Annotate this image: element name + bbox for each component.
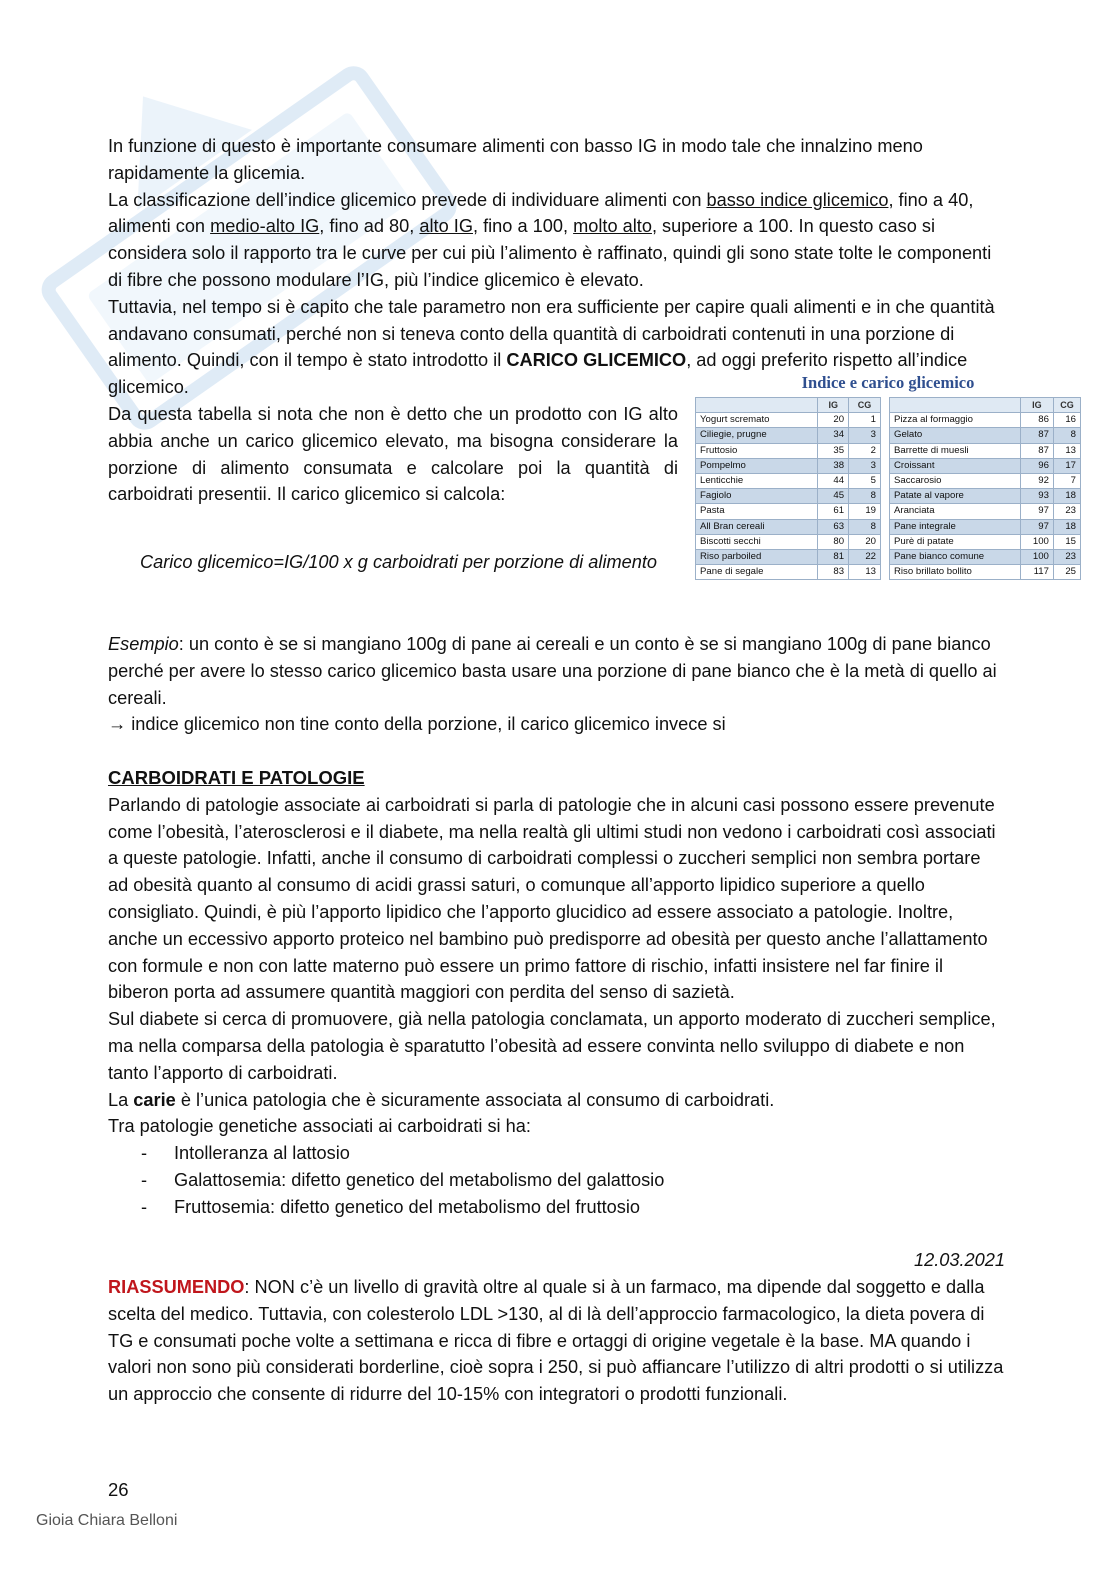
table-explanation-text: Da questa tabella si nota che non è detto che un prodotto con IG alto abbia anche un carico glicemico elevato, ma bisogna considerare la porzione di alimento consumata e calcolare poi la quantità di carboidrati presentii. Il carico glicemico si calcola: xyxy=(108,403,678,505)
text-span: , fino ad 80, xyxy=(319,216,420,237)
list-item: - Intolleranza al lattosio xyxy=(108,1140,1005,1167)
table-row xyxy=(890,413,1081,428)
food-cell: Riso brillato bollito xyxy=(890,565,1021,580)
cg-cell: 23 xyxy=(1053,550,1080,565)
food-cell: Fruttosio xyxy=(696,443,818,458)
ig-cell: 83 xyxy=(818,565,849,580)
food-cell: Pompelmo xyxy=(696,458,818,473)
cg-cell: 5 xyxy=(849,473,881,488)
glycemic-table-right xyxy=(889,397,1081,580)
food-cell: Yogurt scremato xyxy=(696,413,818,428)
cg-cell: 22 xyxy=(849,550,881,565)
arrow-icon: → xyxy=(108,714,127,735)
text-span: : un conto è se si mangiano 100g di pane ai cereali e un conto è se si mangiano 100g di pane bianco perché per avere lo stesso carico glicemico basta usare una porzione di pane bianco che è la metà di quello ai cereali. xyxy=(108,633,997,708)
ig-cell: 80 xyxy=(818,534,849,549)
food-cell: Aranciata xyxy=(890,504,1021,519)
ig-cell: 61 xyxy=(818,504,849,519)
intro-section xyxy=(108,133,1005,401)
cg-cell: 16 xyxy=(1053,413,1080,428)
header-food xyxy=(696,397,818,412)
ig-cell: 100 xyxy=(1020,534,1053,549)
table-row xyxy=(890,519,1081,534)
example-paragraph xyxy=(108,631,1005,711)
table-row xyxy=(890,443,1081,458)
section-paragraph-1: Parlando di patologie associate ai carboidrati si parla di patologie che in alcuni casi possono essere prevenute come l’obesità, l’aterosclerosi e il diabete, ma nella realtà gli ultimi studi non vedono i carboidrati così associati a queste patologie. Infatti, anche il consumo di carboidrati complessi o zuccheri semplici non sembra portare ad obesità quanto al consumo di acidi grassi saturi, o comunque all’apporto lipidico superiore a quello consigliato. Quindi, è più l’apporto lipidico che l’apporto glucidico ad essere associato a patologie. Inoltre, anche un eccessivo apporto proteico nel bambino può predisporre ad obesità per questo anche l’allattamento con formule e non con latte materno può essere un primo fattore di rischio, infatti insistere nel far finire il biberon porta ad assumere quantità maggiori con perdita del senso di sazietà. xyxy=(108,794,996,1003)
header-food xyxy=(890,397,1021,412)
ig-cell: 97 xyxy=(1020,504,1053,519)
cg-cell: 13 xyxy=(1053,443,1080,458)
ig-cell: 97 xyxy=(1020,519,1053,534)
table-title: Indice e carico glicemico xyxy=(801,372,975,392)
text-span: è l’unica patologia che è sicuramente associata al consumo di carboidrati. xyxy=(175,1089,775,1110)
text-span: , ad oggi preferito rispetto all’indice glicemico. xyxy=(108,350,968,398)
intro-paragraph-1: In funzione di questo è importante consumare alimenti con basso IG in modo tale che innalzino meno rapidamente la glicemia. xyxy=(108,136,923,183)
header-cg: CG xyxy=(1053,397,1080,412)
table-row xyxy=(696,534,881,549)
list-item: - Fruttosemia: difetto genetico del metabolismo del fruttosio xyxy=(108,1194,1005,1221)
cg-cell: 19 xyxy=(849,504,881,519)
cg-cell: 8 xyxy=(849,489,881,504)
cg-cell: 7 xyxy=(1053,473,1080,488)
table-header-row xyxy=(890,397,1081,412)
table-body-left xyxy=(696,413,881,580)
text-span: , superiore a 100. In questo caso si considera solo il rapporto tra le curve per cui più l’alimento è raffinato, quindi gli sono state tolte le componenti di fibre che possono modulare l’IG, più l’indice glicemico è elevato. xyxy=(108,216,992,290)
table-row xyxy=(696,458,881,473)
intro-paragraph-2 xyxy=(108,187,1005,294)
ig-cell: 93 xyxy=(1020,489,1053,504)
genetic-pathologies-list xyxy=(108,1140,1005,1220)
table-row xyxy=(890,550,1081,565)
cg-cell: 15 xyxy=(1053,534,1080,549)
cg-cell: 8 xyxy=(849,519,881,534)
text-span: indice glicemico non tine conto della porzione, il carico glicemico invece si xyxy=(126,714,726,735)
tables-wrapper xyxy=(695,397,1081,580)
spacer xyxy=(108,1221,1005,1248)
example-note xyxy=(108,711,1005,738)
ig-cell: 86 xyxy=(1020,413,1053,428)
text-span: Tuttavia, nel tempo si è capito che tale parametro non era sufficiente per capire quali alimenti e in che quantità andavano consumati, perché non si teneva conto della quantità di carboidrati contenuti in una porzione di alimento. Quindi, con il tempo è stato introdotto il xyxy=(108,296,995,371)
table-row xyxy=(890,504,1081,519)
header-ig: IG xyxy=(818,397,849,412)
food-cell: Pane di segale xyxy=(696,565,818,580)
food-cell: Pizza al formaggio xyxy=(890,413,1021,428)
food-cell: Lenticchie xyxy=(696,473,818,488)
table-row xyxy=(890,565,1081,580)
food-cell: Ciliegie, prugne xyxy=(696,428,818,443)
ig-cell: 100 xyxy=(1020,550,1053,565)
cg-cell: 23 xyxy=(1053,504,1080,519)
term-alto-ig: alto IG, xyxy=(419,216,479,237)
table-row xyxy=(696,519,881,534)
food-cell: Saccarosio xyxy=(890,473,1021,488)
table-header-row xyxy=(696,397,881,412)
spacer xyxy=(108,738,1005,765)
table-row xyxy=(696,428,881,443)
ig-cell: 92 xyxy=(1020,473,1053,488)
term-medio-alto-ig: medio-alto IG xyxy=(210,216,320,237)
ig-cell: 34 xyxy=(818,428,849,443)
table-row xyxy=(696,489,881,504)
table-body-right xyxy=(890,413,1081,580)
cg-cell: 2 xyxy=(849,443,881,458)
table-row xyxy=(696,550,881,565)
table-row xyxy=(696,413,881,428)
ig-cell: 38 xyxy=(818,458,849,473)
ig-cell: 96 xyxy=(1020,458,1053,473)
table-row xyxy=(696,473,881,488)
summary-paragraph xyxy=(108,1274,1005,1408)
food-cell: Gelato xyxy=(890,428,1021,443)
carie-bold: carie xyxy=(133,1089,176,1110)
cg-cell: 18 xyxy=(1053,519,1080,534)
text-span: La xyxy=(108,1089,134,1110)
cg-cell: 8 xyxy=(1053,428,1080,443)
ig-cell: 20 xyxy=(818,413,849,428)
ig-cell: 35 xyxy=(818,443,849,458)
section-paragraph-4: Tra patologie genetiche associati ai carboidrati si ha: xyxy=(108,1116,531,1137)
lecture-date: 12.03.2021 xyxy=(913,1250,1005,1271)
ig-cell: 45 xyxy=(818,489,849,504)
ig-cell: 44 xyxy=(818,473,849,488)
glycemic-table-figure xyxy=(695,373,1081,580)
summary-label: RIASSUMENDO xyxy=(108,1277,245,1298)
cg-cell: 3 xyxy=(849,458,881,473)
author-footer: Gioia Chiara Belloni xyxy=(36,1512,178,1529)
page-number: 26 xyxy=(108,1479,129,1500)
table-row xyxy=(890,534,1081,549)
table-row xyxy=(696,443,881,458)
section-heading: CARBOIDRATI E PATOLOGIE xyxy=(108,766,365,788)
text-span: La classificazione dell’indice glicemico prevede di individuare alimenti con xyxy=(108,189,707,210)
food-cell: Purè di patate xyxy=(890,534,1021,549)
cg-cell: 13 xyxy=(849,565,881,580)
section-paragraph-3 xyxy=(108,1087,1005,1114)
cg-cell: 20 xyxy=(849,534,881,549)
list-item: - Galattosemia: difetto genetico del metabolismo del galattosio xyxy=(108,1167,1005,1194)
table-row xyxy=(890,489,1081,504)
table-row xyxy=(890,473,1081,488)
table-row xyxy=(890,428,1081,443)
table-row xyxy=(696,504,881,519)
food-cell: Pane bianco comune xyxy=(890,550,1021,565)
example-label: Esempio xyxy=(108,633,179,654)
text-span: : NON c’è un livello di gravità oltre al quale si à un farmaco, ma dipende dal soggetto e dalla scelta del medico. Tuttavia, con colesterolo LDL >130, al di là dell’approccio farmacologico, la dieta povera di TG e consumati poche volte a settimana e ricca di fibre e ortaggi di origine vegetale è la base. MA quando i valori non sono più considerati borderline, cioè sopra i 250, si può affiancare l’utilizzo di altri prodotti o si utilizza un approccio che consente di ridurre del 10-15% con integratori o prodotti funzionali. xyxy=(108,1277,1004,1405)
header-cg: CG xyxy=(849,397,881,412)
table-explanation xyxy=(108,401,678,508)
term-basso-ig: basso indice glicemico xyxy=(706,189,889,210)
food-cell: Riso parboiled xyxy=(696,550,818,565)
ig-cell: 117 xyxy=(1020,565,1053,580)
food-cell: Pane integrale xyxy=(890,519,1021,534)
text-span: , fino a 40, alimenti con xyxy=(108,189,974,237)
term-molto-alto: molto alto xyxy=(573,216,652,237)
cg-cell: 17 xyxy=(1053,458,1080,473)
header-ig: IG xyxy=(1020,397,1053,412)
food-cell: All Bran cereali xyxy=(696,519,818,534)
cg-cell: 25 xyxy=(1053,565,1080,580)
food-cell: Barrette di muesli xyxy=(890,443,1021,458)
table-row xyxy=(696,565,881,580)
section-paragraph-2: Sul diabete si cerca di promuovere, già nella patologia conclamata, un apporto moderato di zuccheri semplice, ma nella comparsa della patologia è sparatutto l’obesità ad essere convinta nello sviluppo di diabete e non tanto l’apporto di carboidrati. xyxy=(108,1009,996,1083)
glycemic-table-left xyxy=(695,397,881,580)
table-row xyxy=(890,458,1081,473)
food-cell: Pasta xyxy=(696,504,818,519)
ig-cell: 87 xyxy=(1020,443,1053,458)
cg-cell: 18 xyxy=(1053,489,1080,504)
ig-cell: 81 xyxy=(818,550,849,565)
cg-cell: 1 xyxy=(849,413,881,428)
cg-cell: 3 xyxy=(849,428,881,443)
ig-cell: 63 xyxy=(818,519,849,534)
ig-cell: 87 xyxy=(1020,428,1053,443)
food-cell: Croissant xyxy=(890,458,1021,473)
food-cell: Fagiolo xyxy=(696,489,818,504)
page-body xyxy=(108,133,1076,1408)
food-cell: Patate al vapore xyxy=(890,489,1021,504)
food-cell: Biscotti secchi xyxy=(696,534,818,549)
text-span: fino a 100, xyxy=(478,216,574,237)
carico-glicemico-bold: CARICO GLICEMICO xyxy=(506,350,687,371)
glycemic-load-formula: Carico glicemico=IG/100 x g carboidrati per porzione di alimento xyxy=(139,551,658,572)
